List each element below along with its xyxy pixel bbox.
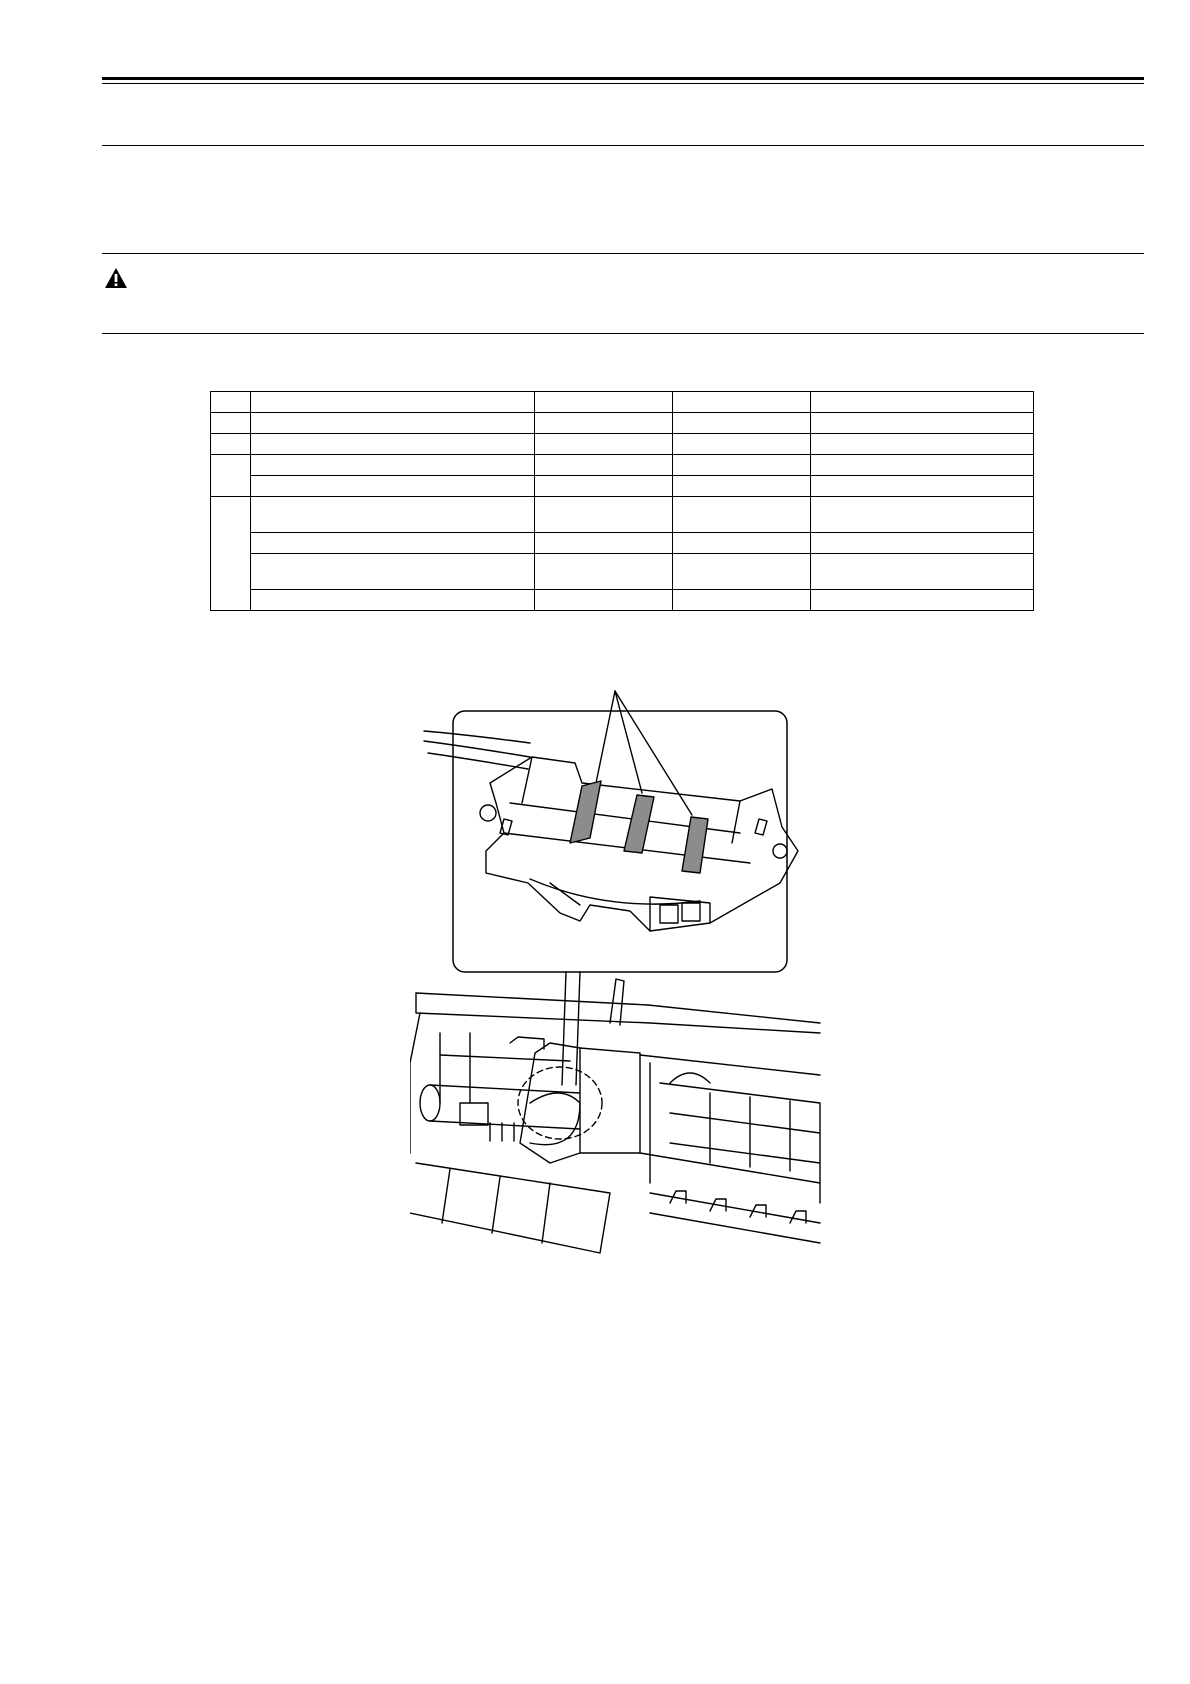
detail-connector bbox=[562, 972, 566, 1085]
table-cell bbox=[535, 434, 673, 455]
table-cell bbox=[211, 413, 251, 434]
table-cell bbox=[251, 434, 535, 455]
callout-leader bbox=[615, 691, 642, 793]
table-row bbox=[211, 476, 1034, 497]
table-cell bbox=[211, 434, 251, 455]
printer-overview bbox=[410, 979, 820, 1253]
table-row bbox=[211, 590, 1034, 611]
callout-leader bbox=[596, 691, 615, 783]
table-cell bbox=[811, 590, 1034, 611]
table-row bbox=[211, 533, 1034, 554]
table-cell bbox=[673, 533, 811, 554]
table-cell bbox=[251, 392, 535, 413]
table-cell bbox=[811, 554, 1034, 590]
table-cell bbox=[535, 533, 673, 554]
table-cell bbox=[673, 392, 811, 413]
table-cell bbox=[673, 476, 811, 497]
header-rule-thin bbox=[102, 83, 1144, 84]
table-cell bbox=[535, 497, 673, 533]
table-cell bbox=[811, 392, 1034, 413]
table-cell bbox=[251, 413, 535, 434]
table-cell bbox=[673, 554, 811, 590]
table-cell bbox=[535, 392, 673, 413]
table-cell bbox=[535, 554, 673, 590]
section-rule bbox=[102, 145, 1144, 146]
table-cell bbox=[251, 590, 535, 611]
table-cell bbox=[811, 497, 1034, 533]
table-cell bbox=[211, 392, 251, 413]
table-row bbox=[211, 392, 1034, 413]
table-cell bbox=[673, 455, 811, 476]
table-cell bbox=[251, 476, 535, 497]
table-cell bbox=[535, 590, 673, 611]
table-row bbox=[211, 413, 1034, 434]
carriage-detail bbox=[424, 731, 798, 931]
table-cell bbox=[811, 434, 1034, 455]
table-cell bbox=[535, 413, 673, 434]
warning-top-rule bbox=[102, 253, 1144, 254]
table-cell bbox=[251, 533, 535, 554]
table-cell bbox=[673, 497, 811, 533]
table-cell bbox=[535, 476, 673, 497]
warning-bottom-rule bbox=[102, 333, 1144, 334]
table-row bbox=[211, 497, 1034, 533]
table-row bbox=[211, 434, 1034, 455]
table-row bbox=[211, 554, 1034, 590]
table-cell bbox=[673, 413, 811, 434]
specification-table bbox=[210, 391, 1034, 611]
table-cell bbox=[211, 497, 251, 611]
table-cell bbox=[811, 455, 1034, 476]
contact-strip bbox=[624, 795, 654, 853]
table-cell bbox=[811, 533, 1034, 554]
table-cell bbox=[811, 476, 1034, 497]
table-row bbox=[211, 455, 1034, 476]
table-cell bbox=[811, 413, 1034, 434]
detail-inset bbox=[453, 711, 787, 972]
table-cell bbox=[251, 497, 535, 533]
table-cell bbox=[673, 590, 811, 611]
table-cell bbox=[251, 455, 535, 476]
carriage-illustration bbox=[410, 683, 830, 1303]
table-cell bbox=[535, 455, 673, 476]
table-cell bbox=[211, 455, 251, 497]
table-cell bbox=[673, 434, 811, 455]
warning-triangle-icon bbox=[104, 267, 128, 289]
header-rule-thick bbox=[102, 77, 1144, 80]
table-cell bbox=[251, 554, 535, 590]
